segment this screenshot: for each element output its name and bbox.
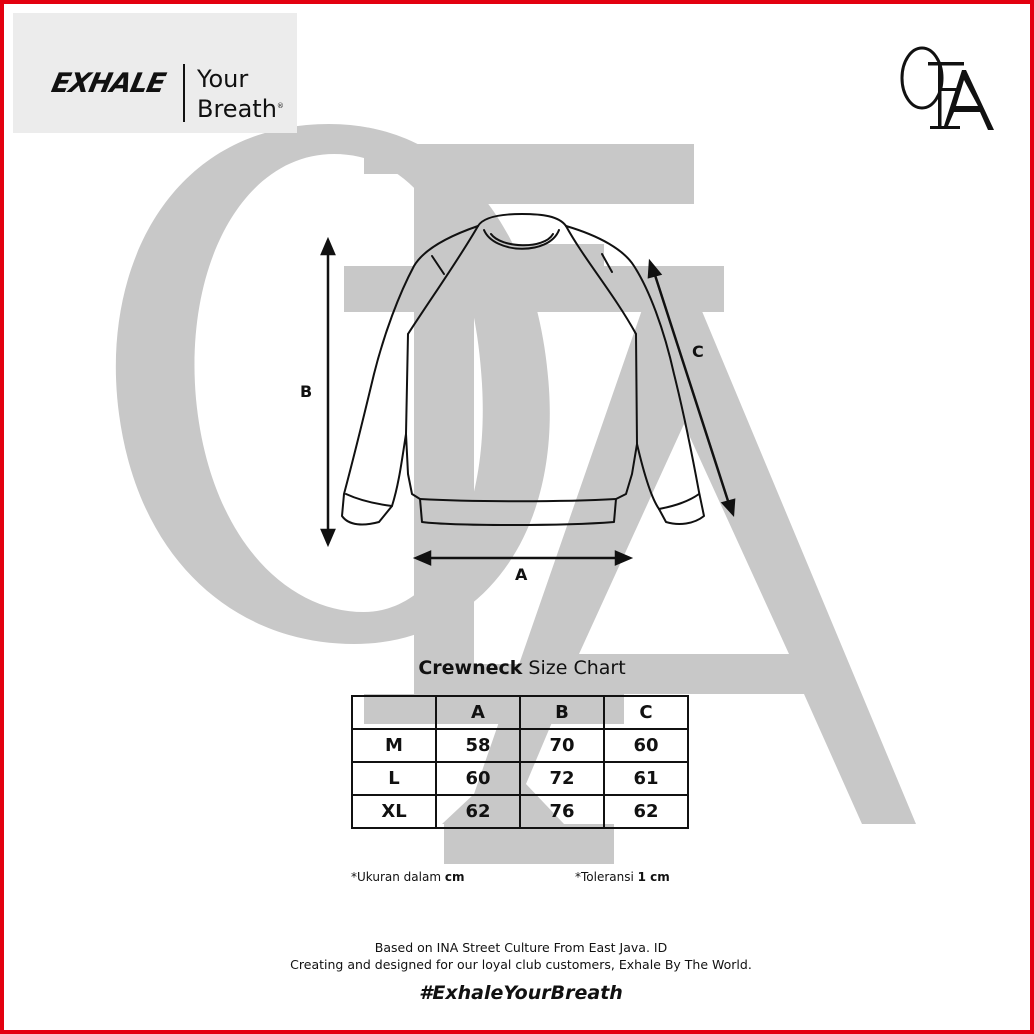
table-header-cell: B	[520, 696, 604, 729]
table-cell: 72	[520, 762, 604, 795]
body-right-side	[636, 334, 637, 444]
raglan-seam-right	[566, 226, 636, 334]
footer-line-1: Based on INA Street Culture From East Java. ID	[374, 940, 668, 955]
table-header-row	[352, 696, 688, 729]
arrow-c-head-top	[649, 262, 660, 277]
table-cell: 62	[604, 795, 688, 828]
crewneck-diagram	[4, 4, 1034, 644]
table-cell: 58	[436, 729, 520, 762]
shoulder-dart-left	[432, 256, 444, 274]
table-cell: 60	[604, 729, 688, 762]
collar-top	[478, 214, 566, 226]
arrow-b-head-bottom	[322, 530, 334, 544]
dimension-label-b: B	[300, 382, 313, 401]
size-chart-title: Crewneck Size Chart	[418, 657, 626, 679]
table-cell: 70	[520, 729, 604, 762]
brand-tagline-line1: Your	[197, 65, 249, 93]
table-header-cell	[352, 696, 436, 729]
arrow-b-head-top	[322, 240, 334, 254]
table-cell: 76	[520, 795, 604, 828]
right-cuff-line	[659, 494, 699, 509]
left-cuff-line	[346, 494, 392, 506]
arrow-a-head-right	[616, 552, 630, 564]
body-left-side	[406, 334, 408, 434]
arrow-c-line	[654, 272, 729, 504]
footer-hashtag: #ExhaleYourBreath	[419, 982, 623, 1004]
raglan-seam-left	[408, 226, 478, 334]
brand-tagline-line2: Breath®	[197, 95, 284, 123]
table-cell-size: M	[352, 729, 436, 762]
brand-wordmark: EXHALE	[48, 68, 168, 99]
table-cell: 60	[436, 762, 520, 795]
table-row	[352, 729, 688, 762]
table-row	[352, 795, 688, 828]
watermark-letter-base	[444, 824, 614, 864]
table-cell-size: L	[352, 762, 436, 795]
table-header-cell: C	[604, 696, 688, 729]
unit-note: *Ukuran dalam cm	[351, 870, 465, 884]
size-table	[351, 695, 689, 829]
hem-rib-line	[420, 499, 616, 501]
tolerance-note: *Toleransi 1 cm	[575, 870, 670, 884]
arrow-c-head-bottom	[723, 500, 734, 514]
dimension-label-c: C	[692, 342, 704, 361]
arrow-a-head-left	[416, 552, 430, 564]
table-cell: 61	[604, 762, 688, 795]
footer-line-2: Creating and designed for our loyal club customers, Exhale By The World.	[290, 957, 752, 972]
table-row	[352, 762, 688, 795]
table-cell: 62	[436, 795, 520, 828]
table-cell-size: XL	[352, 795, 436, 828]
table-header-cell: A	[436, 696, 520, 729]
dimension-label-a: A	[515, 565, 528, 584]
shoulder-dart-right	[602, 254, 612, 272]
